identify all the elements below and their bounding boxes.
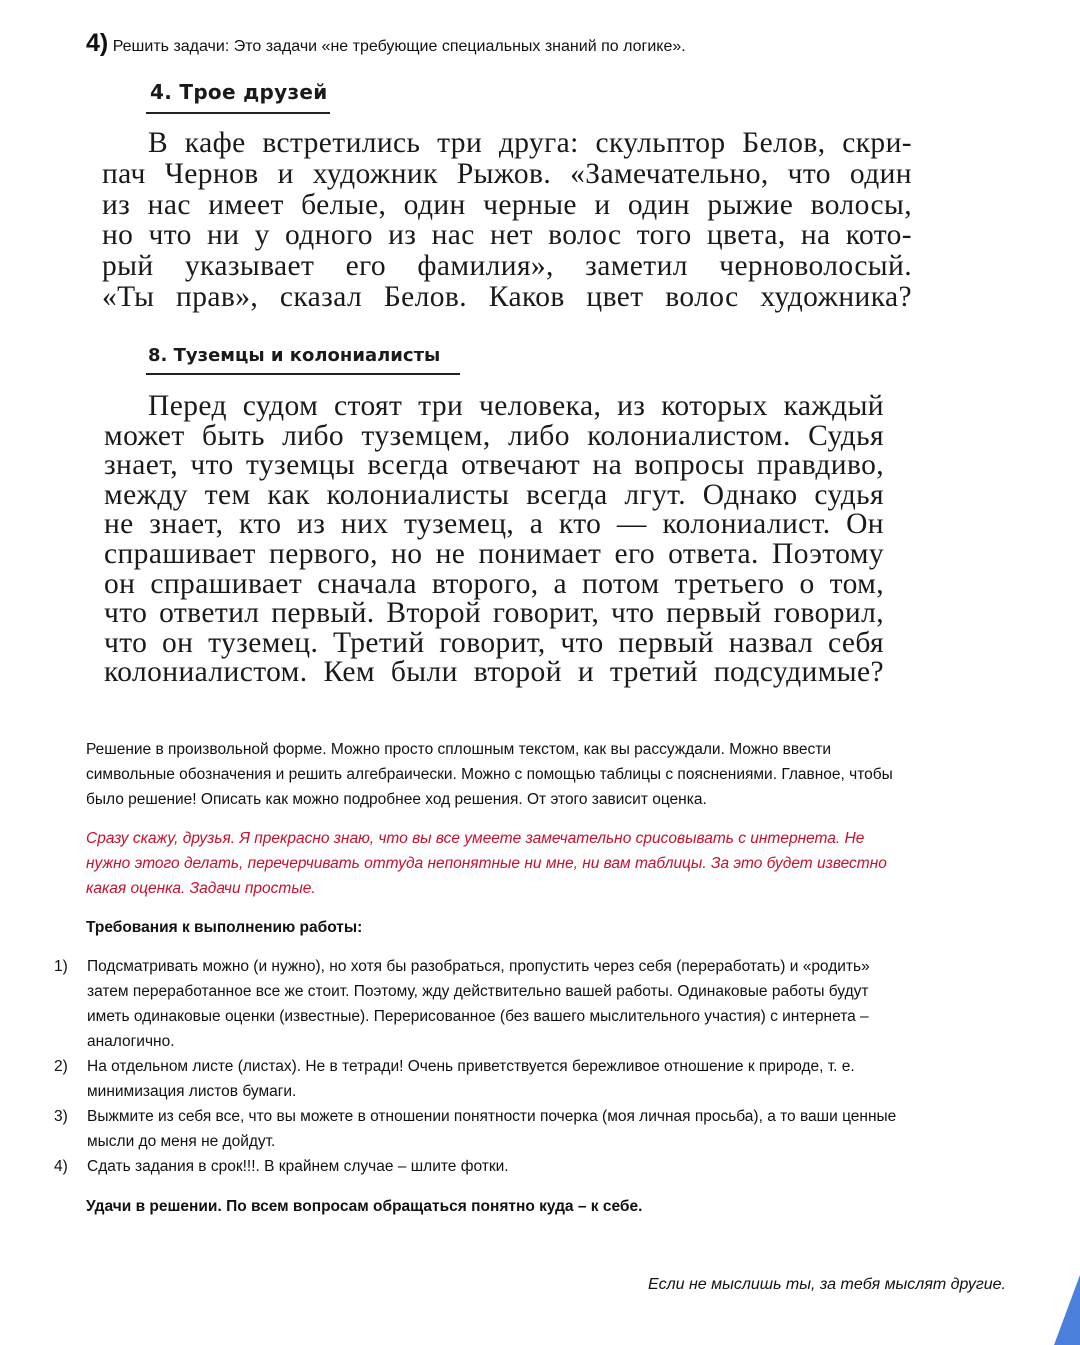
problem-1-title-underline [146,112,330,114]
instruction-line: Решение в произвольной форме. Можно просто сплошным текстом, как вы рассуждали. Можно ввести [86,741,832,758]
problem-1-text [102,128,912,313]
instruction-line: символьные обозначения и решить алгебраически. Можно с помощью таблицы с пояснениями. Главное, чтобы [86,766,893,783]
requirement-line: иметь одинаковые оценки (известные). Перерисованное (без вашего мыслительного участия) с интернета – [87,1008,869,1025]
requirements-list [54,954,1014,1179]
instruction-line: было решение! Описать как можно подробнее ход решения. От этого зависит оценка. [86,791,707,808]
assignment-number: 4) [86,29,109,57]
motto-quote: Если не мыслишь ты, за тебя мыслят другие. [647,1276,1006,1293]
problem-2-title: 8. Туземцы и колониалисты [148,345,441,366]
problem-2-line: что ответил первый. Второй говорит, что первый говорил, [104,597,884,630]
requirement-number: 4) [54,1158,68,1175]
problem-2-line: колониалистом. Кем были второй и третий подсудимые? [104,656,884,689]
assignment-header [86,28,1046,62]
requirement-line: минимизация листов бумаги. [87,1083,297,1100]
requirement-line: мысли до меня не дойдут. [87,1133,276,1150]
problem-1-line: но что ни у одного из нас нет волос того цвета, на кото- [102,219,912,252]
problem-2-text [104,392,884,688]
requirement-number: 3) [54,1108,68,1125]
closing-remark: Удачи в решении. По всем вопросам обращаться понятно куда – к себе. [86,1198,643,1215]
warning-line: Сразу скажу, друзья. Я прекрасно знаю, что вы все умеете замечательно срисовывать с интернета. Не [86,830,865,847]
requirement-line: Подсматривать можно (и нужно), но хотя бы разобраться, пропустить через себя (переработать) и «родить» [87,958,870,975]
problem-1-line: В кафе встретились три друга: скульптор Белов, скри- [148,127,912,159]
problem-2-line: может быть либо туземцем, либо колониалистом. Судья [104,419,884,452]
problem-1-title: 4. Трое друзей [150,80,328,104]
requirement-item [54,1104,1014,1154]
requirements-title: Требования к выполнению работы: [86,919,363,936]
warning-note [86,826,1016,901]
problem-2-line: не знает, кто из них туземец, а кто — колониалист. Он [104,508,884,541]
requirement-line: Сдать задания в срок!!!. В крайнем случае – шлите фотки. [87,1158,509,1175]
problem-2-line: Перед судом стоят три человека, из которых каждый [148,390,884,422]
requirement-item [54,1154,1014,1179]
requirement-line: аналогично. [87,1033,175,1050]
problem-1-line: из нас имеет белые, один черные и один рыжие волосы, [102,188,912,221]
problem-1-line: пач Чернов и художник Рыжов. «Замечательно, что один [102,157,912,190]
requirement-number: 1) [54,958,68,975]
requirement-item [54,954,1014,1054]
requirement-number: 2) [54,1058,68,1075]
corner-accent [1054,1275,1080,1345]
problem-2-line: знает, что туземцы всегда отвечают на вопросы правдиво, [104,449,884,482]
problem-1-line: рый указывает его фамилия», заметил черноволосый. [102,250,912,283]
warning-line: какая оценка. Задачи простые. [86,880,316,897]
requirement-item [54,1054,1014,1104]
requirement-line: На отдельном листе (листах). Не в тетради! Очень приветствуется бережливое отношение к природе, т. е. [87,1058,855,1075]
problem-2-line: между тем как колониалисты всегда лгут. Однако судья [104,478,884,511]
assignment-instruction: Решить задачи: Это задачи «не требующие специальных знаний по логике». [112,38,686,55]
problem-2-line: спрашивает первого, но не понимает его ответа. Поэтому [104,537,884,570]
warning-line: нужно этого делать, перечерчивать оттуда непонятные ни мне, ни вам таблицы. За это будет известно [86,855,887,872]
solution-instructions [86,737,1016,812]
problem-2-title-underline [146,373,460,375]
requirement-line: затем переработанное все же стоит. Поэтому, жду действительно вашей работы. Одинаковые работы будут [87,983,869,1000]
problem-1-line: «Ты прав», сказал Белов. Каков цвет волос художника? [102,280,912,313]
problem-2-line: он спрашивает сначала второго, а потом третьего о том, [104,567,884,600]
problem-2-line: что он туземец. Третий говорит, что первый назвал себя [104,626,884,659]
requirement-line: Выжмите из себя все, что вы можете в отношении понятности почерка (моя личная просьба), а то ваши ценные [87,1108,897,1125]
